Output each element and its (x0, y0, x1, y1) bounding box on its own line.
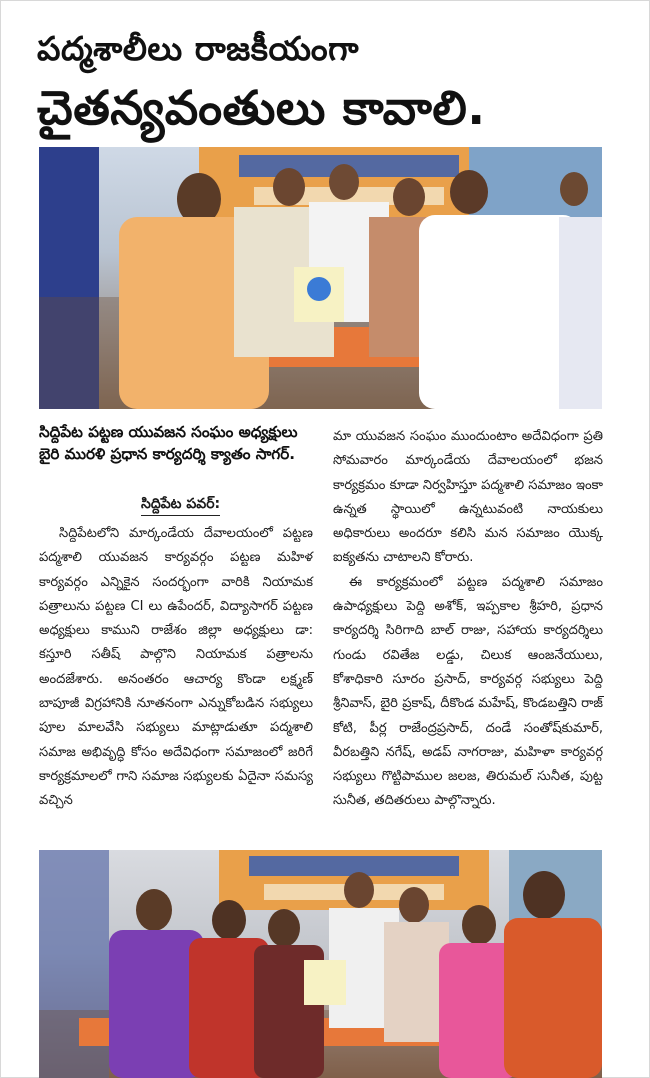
sub-headline: సిద్దిపేట పట్టణ యువజన సంఘం అధ్యక్షులు బైరి మురళి ప్రధాన కార్యదర్శి క్యాతం సాగర్. (39, 423, 298, 463)
article-body-right-column (333, 425, 603, 814)
event-photo-top-illustration (39, 147, 602, 409)
event-photo-top (39, 147, 602, 409)
headline-line-2: చైతన్యవంతులు కావాలి. (37, 81, 486, 136)
article-paragraph: మా యువజన సంఘం ముందుంటాం అదేవిధంగా ప్రతి సోమవారం మార్కండేయ దేవాలయంలో భజన కార్యక్రమం కూడా నిర్వహిస్తూ పద్మశాలి సమాజం ఇంకా ఉన్నత స్థాయిలో ఉన్నటువంటి నాయకులు అధికారులు అందరూ కలిసి మన సమాజం యొక్క ఐక్యతను చాటాలని కోరారు. (333, 429, 603, 566)
dateline: సిద్దిపేట పవర్: (141, 494, 220, 516)
headline-line-1: పద్మశాలీలు రాజకీయంగా (37, 29, 360, 68)
article-paragraph: ఈ కార్యక్రమంలో పట్టణ పద్మశాలి సమాజం ఉపాధ్యక్షులు పెద్ది అశోక్, ఇప్పకాల శ్రీహరి, ప్రధాన కార్యదర్శి సిరిగాది బాల్ రాజు, సహాయ కార్యదర్శిలు గుండు రవితేజ లడ్డు, చిలుక ఆంజనేయులు, కోశాధికారి సూరం ప్రసాద్, కార్యవర్గ సభ్యులు పెద్ది శ్రీనివాస్, బైరి ప్రకాష్, దీకొండ మహేష్, కొండబత్తిని రాజ్ కోటి, పీర్ల రాజేంద్రప్రసాద్, దండే సంతోష్‌కుమార్, వీరబత్తిని నగేష్, అడప్ నాగరాజు, మహిళా కార్యవర్గ సభ్యులు గొట్టిపాముల జలజ, తిరుమల్ సునీత, పుట్ట సునీత, తదితరులు పాల్గొన్నారు. (333, 574, 603, 809)
event-photo-bottom (39, 850, 602, 1078)
article-body-left-column: సిద్దిపేటలోని మార్కండేయ దేవాలయంలో పట్టణ పద్మశాలి యువజన కార్యవర్గం పట్టణ మహిళ కార్యవర్గం ఎన్నికైన సందర్భంగా వారికి నియామక పత్రాలును పట్టణ CI లు ఉపేందర్, విద్యాసాగర్ పట్టణ అధ్యక్షులు కాముని రాజేశం జిల్లా అధ్యక్షులు డా: కస్తూరి సతీష్ పాల్గొని నియామక పత్రాలను అందజేశారు. అనంతరం ఆచార్య కొండా లక్ష్మణ్ బాపూజీ విగ్రహానికి నూతనంగా ఎన్నుకోబడిన సభ్యులు పూల మాలవేసి సభ్యులు మాట్లాడుతూ పద్మశాలి సమాజ అభివృద్ధి కోసం అదేవిధంగా సమాజంలో జరిగే కార్యక్రమాలలో గాని సమాజ సభ్యులకు ఏదైనా సమస్య వచ్చిన (39, 526, 313, 809)
event-photo-bottom-illustration (39, 850, 602, 1078)
